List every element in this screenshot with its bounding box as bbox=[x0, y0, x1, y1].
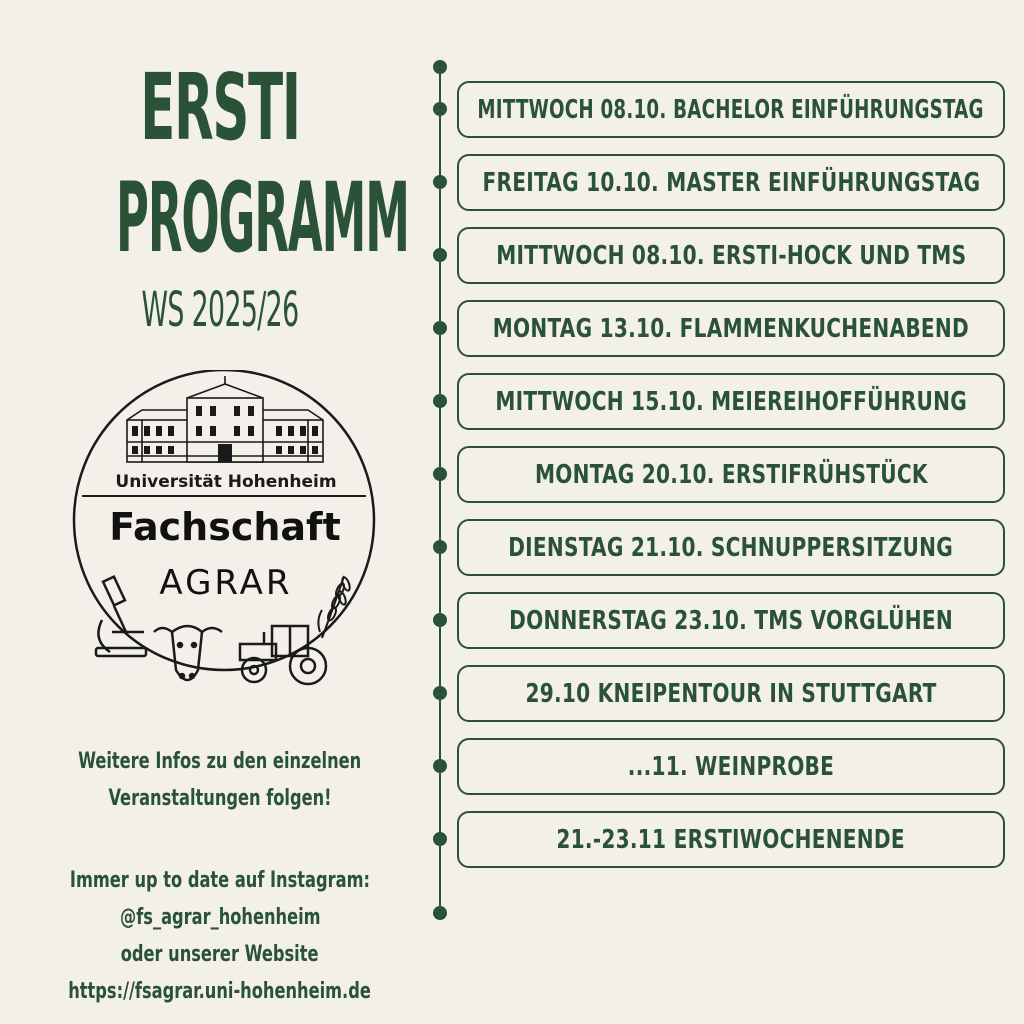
timeline-dot bbox=[433, 832, 447, 846]
fachschaft-label: Fachschaft bbox=[109, 505, 341, 549]
title-ersti: ERSTI bbox=[140, 54, 300, 161]
university-name: Universität Hohenheim bbox=[115, 472, 337, 492]
instagram-handle[interactable]: @fs_agrar_hohenheim bbox=[119, 905, 321, 930]
timeline-dot bbox=[433, 102, 447, 116]
timeline-dot-bottom bbox=[433, 906, 447, 920]
cow-icon bbox=[154, 626, 222, 680]
timeline-dot bbox=[433, 467, 447, 481]
event-label: MITTWOCH 15.10. MEIEREIHOFFÜHRUNG bbox=[495, 386, 967, 417]
event-label: ...11. WEINPROBE bbox=[627, 751, 835, 782]
event-item bbox=[457, 227, 1005, 284]
event-label: DONNERSTAG 23.10. TMS VORGLÜHEN bbox=[509, 605, 953, 636]
agrar-label: AGRAR bbox=[159, 563, 293, 603]
info-line-5: oder unserer Website bbox=[121, 942, 319, 967]
info-line-1: Weitere Infos zu den einzelnen bbox=[78, 749, 362, 774]
event-label: MONTAG 13.10. FLAMMENKUCHENABEND bbox=[492, 313, 970, 344]
fachschaft-logo bbox=[72, 370, 380, 700]
event-item bbox=[457, 154, 1005, 211]
event-item bbox=[457, 811, 1005, 868]
event-item bbox=[457, 665, 1005, 722]
timeline-dot bbox=[433, 175, 447, 189]
event-item bbox=[457, 592, 1005, 649]
timeline-dot bbox=[433, 686, 447, 700]
timeline-dot-top bbox=[433, 60, 447, 74]
event-label: MITTWOCH 08.10. BACHELOR EINFÜHRUNGSTAG bbox=[477, 94, 985, 125]
info-line-3: Immer up to date auf Instagram: bbox=[69, 868, 371, 893]
event-item bbox=[457, 373, 1005, 430]
event-label: DIENSTAG 21.10. SCHNUPPERSITZUNG bbox=[508, 532, 954, 563]
website-link[interactable]: https://fsagrar.uni-hohenheim.de bbox=[68, 979, 372, 1004]
event-label: FREITAG 10.10. MASTER EINFÜHRUNGSTAG bbox=[482, 167, 980, 198]
event-label: MONTAG 20.10. ERSTIFRÜHSTÜCK bbox=[534, 459, 928, 490]
event-item bbox=[457, 446, 1005, 503]
timeline-dot bbox=[433, 248, 447, 262]
timeline-dot bbox=[433, 613, 447, 627]
info-block-events bbox=[20, 743, 420, 817]
event-item bbox=[457, 519, 1005, 576]
timeline-line bbox=[439, 67, 441, 915]
timeline-dot bbox=[433, 321, 447, 335]
semester-label: WS 2025/26 bbox=[141, 282, 299, 338]
event-label: 29.10 KNEIPENTOUR IN STUTTGART bbox=[525, 678, 937, 709]
info-block-contact bbox=[20, 862, 420, 1010]
event-item bbox=[457, 300, 1005, 357]
event-label: MITTWOCH 08.10. ERSTI-HOCK UND TMS bbox=[495, 240, 967, 271]
event-label: 21.-23.11 ERSTIWOCHENENDE bbox=[556, 824, 906, 855]
event-item bbox=[457, 738, 1005, 795]
timeline-dot bbox=[433, 540, 447, 554]
tractor-icon bbox=[240, 626, 326, 684]
event-item bbox=[457, 81, 1005, 138]
info-line-2: Veranstaltungen folgen! bbox=[108, 786, 332, 811]
timeline-dot bbox=[433, 759, 447, 773]
timeline-dot bbox=[433, 394, 447, 408]
title-programm: PROGRAMM bbox=[116, 162, 409, 274]
